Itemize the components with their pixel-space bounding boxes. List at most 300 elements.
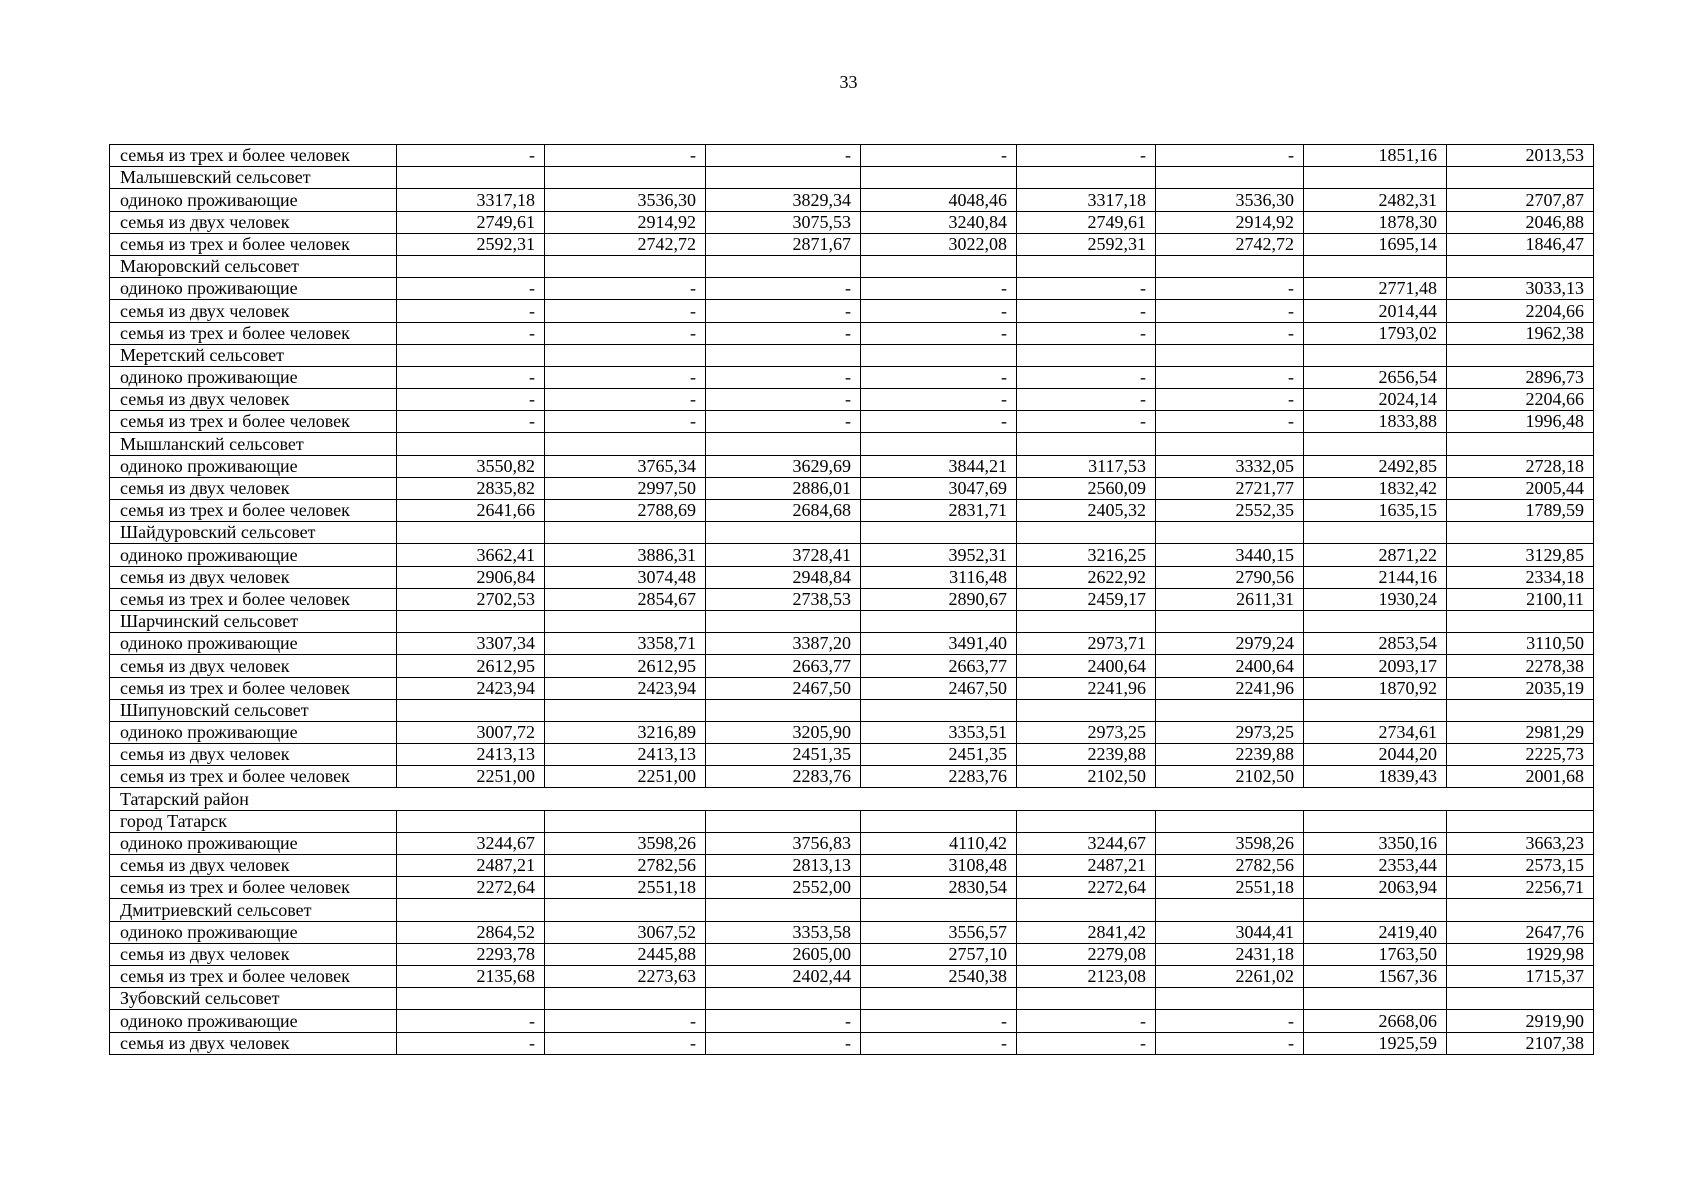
table-cell: [1017, 344, 1156, 366]
table-cell: [706, 522, 861, 544]
table-cell: -: [397, 145, 545, 167]
table-cell: 3829,34: [706, 189, 861, 211]
table-cell: -: [861, 322, 1017, 344]
row-label: семья из трех и более человек: [110, 677, 397, 699]
table-cell: [1447, 255, 1594, 277]
table-row: [110, 832, 1594, 854]
table-cell: 2293,78: [397, 943, 545, 965]
table-cell: 3556,57: [861, 921, 1017, 943]
table-cell: 2014,44: [1304, 300, 1447, 322]
table-cell: 2790,56: [1156, 566, 1304, 588]
table-cell: 2239,88: [1156, 744, 1304, 766]
table-cell: [861, 699, 1017, 721]
group-label: Шарчинский сельсовет: [110, 610, 397, 632]
table-cell: 2467,50: [706, 677, 861, 699]
table-cell: 2906,84: [397, 566, 545, 588]
data-table: [109, 144, 1594, 1055]
table-cell: 3491,40: [861, 633, 1017, 655]
table-cell: 1635,15: [1304, 500, 1447, 522]
table-cell: [545, 810, 706, 832]
row-label: одиноко проживающие: [110, 544, 397, 566]
row-label: семья из трех и более человек: [110, 965, 397, 987]
table-cell: 3663,23: [1447, 832, 1594, 854]
table-cell: 3844,21: [861, 455, 1017, 477]
table-cell: 2788,69: [545, 500, 706, 522]
table-cell: 3044,41: [1156, 921, 1304, 943]
table-cell: -: [1017, 300, 1156, 322]
table-cell: 3629,69: [706, 455, 861, 477]
table-cell: [706, 167, 861, 189]
table-row: [110, 145, 1594, 167]
table-cell: -: [861, 145, 1017, 167]
row-label: семья из трех и более человек: [110, 877, 397, 899]
table-cell: 2611,31: [1156, 588, 1304, 610]
table-cell: 2830,54: [861, 877, 1017, 899]
table-cell: 2035,19: [1447, 677, 1594, 699]
group-label: Меретский сельсовет: [110, 344, 397, 366]
table-cell: [1447, 433, 1594, 455]
table-cell: 2782,56: [1156, 855, 1304, 877]
table-cell: [706, 988, 861, 1010]
table-cell: 2707,87: [1447, 189, 1594, 211]
table-cell: 2046,88: [1447, 211, 1594, 233]
table-cell: [1156, 167, 1304, 189]
table-cell: [1447, 522, 1594, 544]
table-cell: 2948,84: [706, 566, 861, 588]
table-cell: 2005,44: [1447, 477, 1594, 499]
table-cell: [545, 522, 706, 544]
table-cell: -: [545, 411, 706, 433]
table-cell: 2107,38: [1447, 1032, 1594, 1054]
table-cell: 2742,72: [545, 233, 706, 255]
table-cell: 2423,94: [545, 677, 706, 699]
table-cell: 2102,50: [1156, 766, 1304, 788]
table-cell: 2702,53: [397, 588, 545, 610]
table-cell: [545, 344, 706, 366]
table-cell: 2419,40: [1304, 921, 1447, 943]
table-cell: 3332,05: [1156, 455, 1304, 477]
table-cell: -: [706, 145, 861, 167]
table-cell: [1017, 899, 1156, 921]
table-cell: 2896,73: [1447, 366, 1594, 388]
table-cell: 2487,21: [397, 855, 545, 877]
table-cell: -: [1017, 145, 1156, 167]
table-cell: 2459,17: [1017, 588, 1156, 610]
table-cell: 2854,67: [545, 588, 706, 610]
table-cell: [706, 433, 861, 455]
group-header-row: [110, 810, 1594, 832]
table-cell: 2487,21: [1017, 855, 1156, 877]
table-cell: -: [545, 366, 706, 388]
table-cell: [861, 522, 1017, 544]
table-cell: -: [545, 1032, 706, 1054]
table-cell: [861, 255, 1017, 277]
table-cell: 2551,18: [545, 877, 706, 899]
table-cell: [397, 522, 545, 544]
table-cell: -: [545, 300, 706, 322]
table-cell: 2890,67: [861, 588, 1017, 610]
table-row: [110, 855, 1594, 877]
table-cell: 2467,50: [861, 677, 1017, 699]
table-row: [110, 500, 1594, 522]
table-cell: 3536,30: [1156, 189, 1304, 211]
table-cell: 2272,64: [397, 877, 545, 899]
table-cell: [545, 167, 706, 189]
table-cell: 2831,71: [861, 500, 1017, 522]
table-cell: [861, 899, 1017, 921]
table-cell: [1447, 988, 1594, 1010]
table-cell: 4048,46: [861, 189, 1017, 211]
table-cell: [706, 344, 861, 366]
group-label: Дмитриевский сельсовет: [110, 899, 397, 921]
table-row: [110, 544, 1594, 566]
table-cell: 2400,64: [1017, 655, 1156, 677]
table-cell: 4110,42: [861, 832, 1017, 854]
table-cell: [1156, 699, 1304, 721]
table-cell: 2540,38: [861, 965, 1017, 987]
group-header-row: [110, 899, 1594, 921]
table-cell: 3110,50: [1447, 633, 1594, 655]
table-row: [110, 1032, 1594, 1054]
group-label: Зубовский сельсовет: [110, 988, 397, 1010]
table-cell: 2279,08: [1017, 943, 1156, 965]
group-header-row: [110, 167, 1594, 189]
table-cell: -: [1017, 1010, 1156, 1032]
table-cell: 2914,92: [1156, 211, 1304, 233]
table-cell: 3116,48: [861, 566, 1017, 588]
table-cell: 2919,90: [1447, 1010, 1594, 1032]
table-cell: [1017, 522, 1156, 544]
table-cell: 2813,13: [706, 855, 861, 877]
table-cell: [545, 255, 706, 277]
table-cell: -: [861, 1010, 1017, 1032]
table-cell: 2144,16: [1304, 566, 1447, 588]
table-row: [110, 389, 1594, 411]
table-cell: -: [545, 145, 706, 167]
row-label: семья из двух человек: [110, 566, 397, 588]
table-cell: [861, 610, 1017, 632]
table-row: [110, 189, 1594, 211]
table-row: [110, 455, 1594, 477]
table-cell: 3550,82: [397, 455, 545, 477]
row-label: одиноко проживающие: [110, 1010, 397, 1032]
table-cell: [706, 699, 861, 721]
table-cell: 3129,85: [1447, 544, 1594, 566]
table-cell: 2405,32: [1017, 500, 1156, 522]
table-cell: 2668,06: [1304, 1010, 1447, 1032]
table-cell: [706, 255, 861, 277]
table-cell: 2256,71: [1447, 877, 1594, 899]
table-cell: 3022,08: [861, 233, 1017, 255]
table-cell: -: [397, 300, 545, 322]
table-cell: 3440,15: [1156, 544, 1304, 566]
table-cell: [397, 433, 545, 455]
table-cell: 3662,41: [397, 544, 545, 566]
table-cell: 3075,53: [706, 211, 861, 233]
table-cell: 3317,18: [397, 189, 545, 211]
table-cell: 1567,36: [1304, 965, 1447, 987]
table-cell: [397, 344, 545, 366]
group-header-row: [110, 255, 1594, 277]
table-cell: [397, 610, 545, 632]
table-cell: -: [1017, 389, 1156, 411]
table-cell: 2251,00: [545, 766, 706, 788]
group-header-row: [110, 988, 1594, 1010]
table-cell: [706, 610, 861, 632]
table-cell: 2663,77: [706, 655, 861, 677]
table-row: [110, 721, 1594, 743]
table-cell: 3216,25: [1017, 544, 1156, 566]
table-cell: [861, 344, 1017, 366]
table-cell: -: [1017, 278, 1156, 300]
table-cell: [1017, 810, 1156, 832]
table-cell: -: [1017, 366, 1156, 388]
table-cell: 2272,64: [1017, 877, 1156, 899]
table-cell: [1447, 344, 1594, 366]
table-cell: 2560,09: [1017, 477, 1156, 499]
table-cell: 2413,13: [545, 744, 706, 766]
table-cell: 2423,94: [397, 677, 545, 699]
table-cell: 2283,76: [706, 766, 861, 788]
table-cell: -: [1017, 1032, 1156, 1054]
table-cell: -: [706, 389, 861, 411]
table-cell: [1304, 167, 1447, 189]
table-cell: 2622,92: [1017, 566, 1156, 588]
table-cell: 2612,95: [545, 655, 706, 677]
table-cell: -: [1156, 322, 1304, 344]
table-cell: 1996,48: [1447, 411, 1594, 433]
table-cell: [1156, 610, 1304, 632]
table-row: [110, 211, 1594, 233]
row-label: одиноко проживающие: [110, 278, 397, 300]
table-cell: [1304, 433, 1447, 455]
table-cell: [397, 810, 545, 832]
table-cell: 2742,72: [1156, 233, 1304, 255]
table-cell: 2241,96: [1156, 677, 1304, 699]
table-row: [110, 411, 1594, 433]
table-cell: 2684,68: [706, 500, 861, 522]
row-label: семья из двух человек: [110, 477, 397, 499]
table-cell: -: [706, 322, 861, 344]
table-cell: 2451,35: [706, 744, 861, 766]
table-cell: 2123,08: [1017, 965, 1156, 987]
table-cell: 2135,68: [397, 965, 545, 987]
group-label: Шайдуровский сельсовет: [110, 522, 397, 544]
table-cell: [1304, 522, 1447, 544]
table-cell: -: [397, 278, 545, 300]
table-cell: -: [706, 1010, 861, 1032]
table-cell: 1695,14: [1304, 233, 1447, 255]
table-cell: [397, 699, 545, 721]
row-label: семья из двух человек: [110, 300, 397, 322]
table-cell: 2492,85: [1304, 455, 1447, 477]
table-cell: 2734,61: [1304, 721, 1447, 743]
table-row: [110, 300, 1594, 322]
table-row: [110, 965, 1594, 987]
table-cell: 2044,20: [1304, 744, 1447, 766]
table-cell: 2402,44: [706, 965, 861, 987]
table-cell: -: [706, 1032, 861, 1054]
table-cell: -: [706, 411, 861, 433]
row-label: семья из трех и более человек: [110, 233, 397, 255]
table-cell: -: [861, 389, 1017, 411]
row-label: одиноко проживающие: [110, 189, 397, 211]
table-cell: -: [861, 1032, 1017, 1054]
table-cell: [1304, 899, 1447, 921]
table-cell: 2871,22: [1304, 544, 1447, 566]
table-cell: 3598,26: [1156, 832, 1304, 854]
table-cell: 3074,48: [545, 566, 706, 588]
table-cell: [706, 810, 861, 832]
table-row: [110, 766, 1594, 788]
table-cell: -: [545, 322, 706, 344]
table-cell: 1962,38: [1447, 322, 1594, 344]
table-row: [110, 655, 1594, 677]
table-cell: [545, 988, 706, 1010]
region-label: Татарский район: [110, 788, 1594, 810]
table-row: [110, 1010, 1594, 1032]
table-cell: 3350,16: [1304, 832, 1447, 854]
table-cell: 3067,52: [545, 921, 706, 943]
table-cell: -: [397, 322, 545, 344]
table-cell: 2573,15: [1447, 855, 1594, 877]
table-cell: 3353,58: [706, 921, 861, 943]
table-cell: 1763,50: [1304, 943, 1447, 965]
row-label: семья из трех и более человек: [110, 500, 397, 522]
table-cell: 2973,71: [1017, 633, 1156, 655]
table-cell: -: [861, 300, 1017, 322]
table-cell: -: [706, 278, 861, 300]
table-cell: 2482,31: [1304, 189, 1447, 211]
table-cell: [861, 167, 1017, 189]
table-cell: 2663,77: [861, 655, 1017, 677]
table-cell: [1017, 610, 1156, 632]
group-label: Маюровский сельсовет: [110, 255, 397, 277]
group-label: Мышланский сельсовет: [110, 433, 397, 455]
row-label: семья из трех и более человек: [110, 411, 397, 433]
table-cell: 2749,61: [397, 211, 545, 233]
table-row: [110, 566, 1594, 588]
table-cell: [1156, 255, 1304, 277]
table-cell: 2738,53: [706, 588, 861, 610]
region-header-row: [110, 788, 1594, 810]
table-cell: 3307,34: [397, 633, 545, 655]
table-cell: 2997,50: [545, 477, 706, 499]
table-cell: 2749,61: [1017, 211, 1156, 233]
table-cell: [1156, 810, 1304, 832]
table-cell: [1304, 255, 1447, 277]
row-label: семья из двух человек: [110, 389, 397, 411]
row-label: одиноко проживающие: [110, 921, 397, 943]
row-label: семья из двух человек: [110, 855, 397, 877]
table-row: [110, 588, 1594, 610]
group-header-row: [110, 522, 1594, 544]
table-cell: 3756,83: [706, 832, 861, 854]
table-cell: -: [861, 366, 1017, 388]
table-cell: 2239,88: [1017, 744, 1156, 766]
table-row: [110, 677, 1594, 699]
table-cell: 3952,31: [861, 544, 1017, 566]
table-cell: 1846,47: [1447, 233, 1594, 255]
table-row: [110, 322, 1594, 344]
table-cell: [861, 433, 1017, 455]
table-cell: 2981,29: [1447, 721, 1594, 743]
table-cell: [706, 899, 861, 921]
table-cell: 3387,20: [706, 633, 861, 655]
table-cell: 2400,64: [1156, 655, 1304, 677]
table-cell: 2641,66: [397, 500, 545, 522]
table-cell: [1017, 167, 1156, 189]
table-cell: 2445,88: [545, 943, 706, 965]
table-cell: -: [1156, 389, 1304, 411]
table-cell: 2721,77: [1156, 477, 1304, 499]
table-cell: 2647,76: [1447, 921, 1594, 943]
table-cell: 3244,67: [397, 832, 545, 854]
table-cell: 2728,18: [1447, 455, 1594, 477]
table-cell: [1447, 899, 1594, 921]
table-cell: 2204,66: [1447, 300, 1594, 322]
table-cell: -: [545, 1010, 706, 1032]
table-cell: [1304, 810, 1447, 832]
table-row: [110, 921, 1594, 943]
table-cell: -: [397, 366, 545, 388]
table-cell: 2871,67: [706, 233, 861, 255]
table-cell: [1447, 167, 1594, 189]
table-cell: -: [1156, 366, 1304, 388]
table-cell: 2261,02: [1156, 965, 1304, 987]
table-cell: [861, 810, 1017, 832]
row-label: одиноко проживающие: [110, 633, 397, 655]
row-label: семья из двух человек: [110, 655, 397, 677]
table-cell: 2886,01: [706, 477, 861, 499]
table-row: [110, 943, 1594, 965]
table-row: [110, 877, 1594, 899]
table-cell: 3033,13: [1447, 278, 1594, 300]
table-cell: 2605,00: [706, 943, 861, 965]
table-cell: 3007,72: [397, 721, 545, 743]
table-cell: -: [1156, 1010, 1304, 1032]
table-cell: 2241,96: [1017, 677, 1156, 699]
group-header-row: [110, 433, 1594, 455]
table-cell: 2001,68: [1447, 766, 1594, 788]
table-cell: 3240,84: [861, 211, 1017, 233]
table-cell: [1447, 699, 1594, 721]
table-cell: 3536,30: [545, 189, 706, 211]
table-cell: 3353,51: [861, 721, 1017, 743]
table-cell: 2973,25: [1017, 721, 1156, 743]
table-cell: 3244,67: [1017, 832, 1156, 854]
table-cell: 1715,37: [1447, 965, 1594, 987]
row-label: семья из трех и более человек: [110, 145, 397, 167]
table-cell: 3886,31: [545, 544, 706, 566]
table-cell: [397, 988, 545, 1010]
table-cell: -: [1156, 300, 1304, 322]
table-cell: 1851,16: [1304, 145, 1447, 167]
table-cell: -: [1156, 1032, 1304, 1054]
group-label: Малышевский сельсовет: [110, 167, 397, 189]
table-cell: 2592,31: [397, 233, 545, 255]
group-header-row: [110, 699, 1594, 721]
table-cell: 2273,63: [545, 965, 706, 987]
table-cell: -: [1017, 411, 1156, 433]
table-cell: [397, 167, 545, 189]
table-cell: 1832,42: [1304, 477, 1447, 499]
row-label: семья из трех и более человек: [110, 322, 397, 344]
table-cell: 2771,48: [1304, 278, 1447, 300]
table-cell: 2864,52: [397, 921, 545, 943]
table-cell: 1925,59: [1304, 1032, 1447, 1054]
table-cell: 3728,41: [706, 544, 861, 566]
